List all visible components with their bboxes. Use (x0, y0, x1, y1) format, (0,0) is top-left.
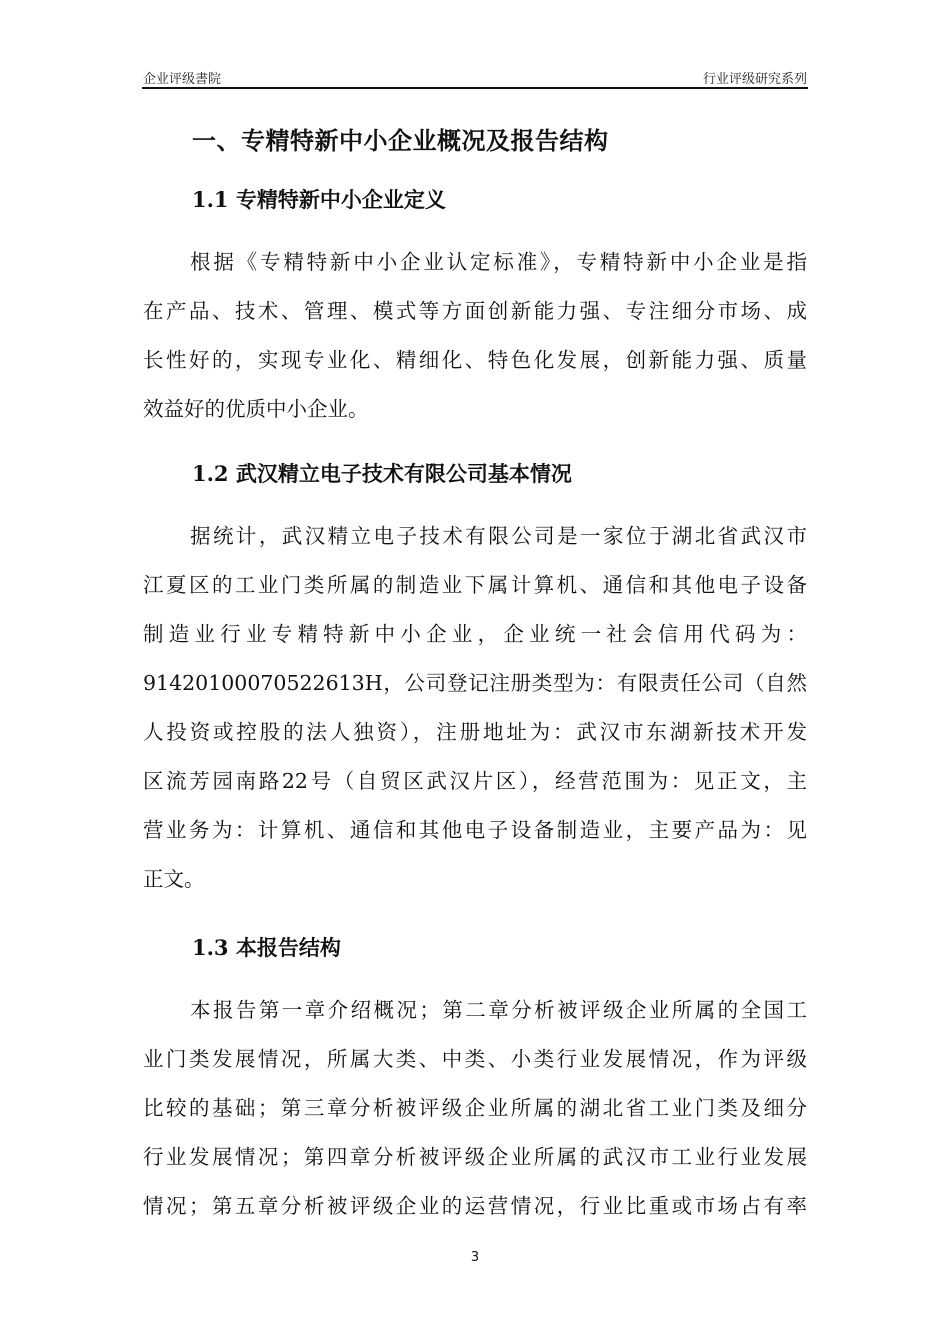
section-heading-1-3: 1.3 本报告结构 (192, 935, 341, 960)
paragraph-line: 本报告第一章介绍概况；第二章分析被评级企业所属的全国工 (190, 998, 807, 1022)
paragraph-line: 根据《专精特新中小企业认定标准》，专精特新中小企业是指 (190, 250, 807, 274)
paragraph-line: 情况；第五章分析被评级企业的运营情况，行业比重或市场占有率 (143, 1194, 807, 1218)
header-divider (142, 87, 808, 89)
paragraph-line: 在产品、技术、管理、模式等方面创新能力强、专注细分市场、成 (143, 299, 807, 323)
paragraph-line: 业门类发展情况，所属大类、中类、小类行业发展情况，作为评级 (143, 1047, 807, 1071)
paragraph-line: 比较的基础；第三章分析被评级企业所属的湖北省工业门类及细分 (143, 1096, 807, 1120)
section-heading-1-1: 1.1 专精特新中小企业定义 (192, 187, 446, 212)
paragraph-line: 人投资或控股的法人独资），注册地址为：武汉市东湖新技术开发 (143, 720, 807, 744)
header-right-title: 行业评级研究系列 (702, 72, 807, 87)
paragraph-line: 效益好的优质中小企业。 (143, 397, 369, 421)
paragraph-line: 制造业行业专精特新中小企业，企业统一社会信用代码为： (143, 622, 807, 646)
paragraph-line: 江夏区的工业门类所属的制造业下属计算机、通信和其他电子设备 (143, 573, 807, 597)
paragraph-line: 91420100070522613H，公司登记注册类型为：有限责任公司（自然 (143, 671, 807, 695)
chapter-title: 一、专精特新中小企业概况及报告结构 (192, 126, 609, 155)
paragraph-line: 长性好的，实现专业化、精细化、特色化发展，创新能力强、质量 (143, 348, 807, 372)
paragraph-line: 据统计，武汉精立电子技术有限公司是一家位于湖北省武汉市 (190, 524, 807, 548)
paragraph-line: 区流芳园南路22号（自贸区武汉片区），经营范围为：见正文，主 (143, 769, 807, 793)
page-number: 3 (470, 1250, 480, 1265)
paragraph-line: 正文。 (143, 867, 205, 891)
header-left-title: 企业评级書院 (143, 72, 222, 87)
section-heading-1-2: 1.2 武汉精立电子技术有限公司基本情况 (192, 461, 572, 486)
paragraph-line: 行业发展情况；第四章分析被评级企业所属的武汉市工业行业发展 (143, 1145, 807, 1169)
paragraph-line: 营业务为：计算机、通信和其他电子设备制造业，主要产品为：见 (143, 818, 807, 842)
